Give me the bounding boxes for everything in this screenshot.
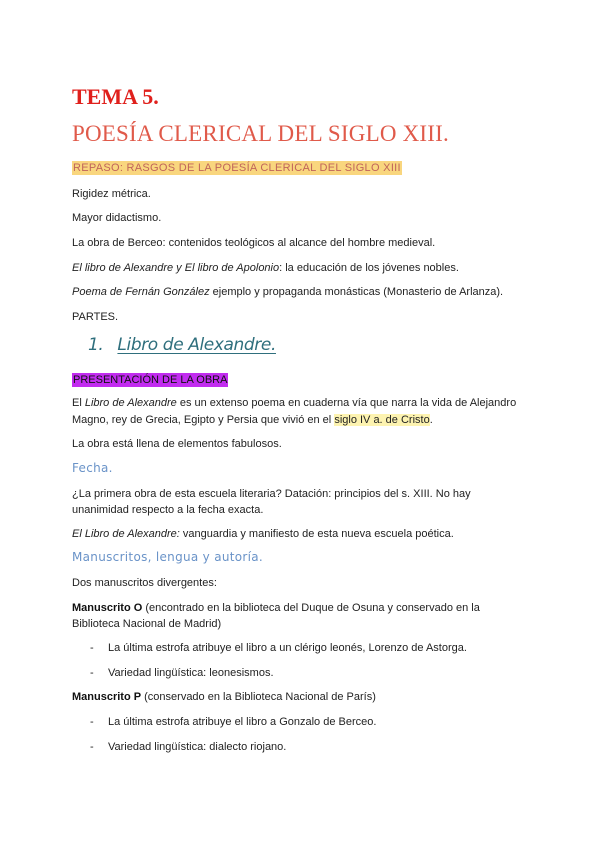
tema-heading: TEMA 5. [72,84,159,109]
repaso-highlight: REPASO: RASGOS DE LA POESÍA CLERICAL DEL SIGLO XIII [73,162,401,174]
manuscrito-p-line [72,689,528,706]
bullet-dash: - [90,642,94,654]
fecha-p1-line2: unanimidad respecto a la fecha exacta. [72,504,264,516]
bullet-text: Variedad lingüística: dialecto riojano. [108,741,287,753]
p1-text-d: . [429,414,433,426]
conj-y: y [173,262,185,274]
p1-text-b: es un extenso poema en cuaderna vía que narra la vida de Alejandro [176,397,517,409]
title-apolonio: El libro de Apolonio [184,262,280,274]
rasgo-5 [72,284,528,301]
rasgo-4-rest: : la educación de los jóvenes nobles. [279,262,459,274]
manuscritos-heading: Manuscritos, lengua y autoría. [72,550,264,564]
rasgo-5-rest: ejemplo y propaganda monásticas (Monasterio de Arlanza). [209,286,504,298]
fecha-heading: Fecha. [72,461,113,475]
fecha-p2-rest: vanguardia y manifiesto de esta nueva escuela poética. [179,528,454,540]
presentacion-p2: La obra está llena de elementos fabulosos. [72,438,282,450]
rasgo-1: Rigidez métrica. [72,188,151,200]
rasgo-2: Mayor didactismo. [72,212,162,224]
siglo-highlight: siglo IV a. de Cristo [334,414,430,426]
rasgo-3: La obra de Berceo: contenidos teológicos al alcance del hombre medieval. [72,237,436,249]
manuscritos-intro: Dos manuscritos divergentes: [72,577,217,589]
manuscrito-o-line1 [72,600,528,617]
presentacion-p1-line1 [72,395,528,412]
manuscrito-o-line2: Biblioteca Nacional de Madrid) [72,618,222,630]
presentacion-p1-line2 [72,412,528,429]
p1-text-a: El [72,397,85,409]
section-1-name: Libro de Alexandre. [117,335,276,355]
title-libro-alexandre-2: El Libro de Alexandre: [72,528,180,540]
title-fernan-gonzalez: Poema de Fernán González [72,286,210,298]
bullet-text: La última estrofa atribuye el libro a Gonzalo de Berceo. [108,716,377,728]
p1-text-c: Magno, rey de Grecia, Egipto y Persia que vivió en el [72,414,335,426]
manuscrito-p-text: (conservado en la Biblioteca Nacional de París) [141,691,376,703]
page-title: POESÍA CLERICAL DEL SIGLO XIII. [72,121,449,146]
bullet-dash: - [90,741,94,753]
bullet-text: Variedad lingüística: leonesismos. [108,667,274,679]
bullet-dash: - [90,716,94,728]
fecha-p2 [72,526,528,543]
section-1-title [88,337,544,354]
section-1-number: 1. [88,335,104,355]
rasgo-4 [72,260,528,277]
presentacion-heading [72,372,528,389]
manuscrito-p-label: Manuscrito P [72,691,142,703]
manuscrito-o-label: Manuscrito O [72,602,143,614]
bullet-dash: - [90,667,94,679]
title-alexandre: El libro de Alexandre [72,262,174,274]
manuscrito-o-text: (encontrado en la biblioteca del Duque de Osuna y conservado en la [142,602,480,614]
partes-label: PARTES. [72,311,119,323]
bullet-text: La última estrofa atribuye el libro a un clérigo leonés, Lorenzo de Astorga. [108,642,467,654]
presentacion-highlight: PRESENTACIÓN DE LA OBRA [73,374,228,386]
fecha-p1-line1: ¿La primera obra de esta escuela literaria? Datación: principios del s. XIII. No hay [72,488,471,500]
repaso-heading [72,160,528,177]
title-libro-alexandre: Libro de Alexandre [84,397,177,409]
